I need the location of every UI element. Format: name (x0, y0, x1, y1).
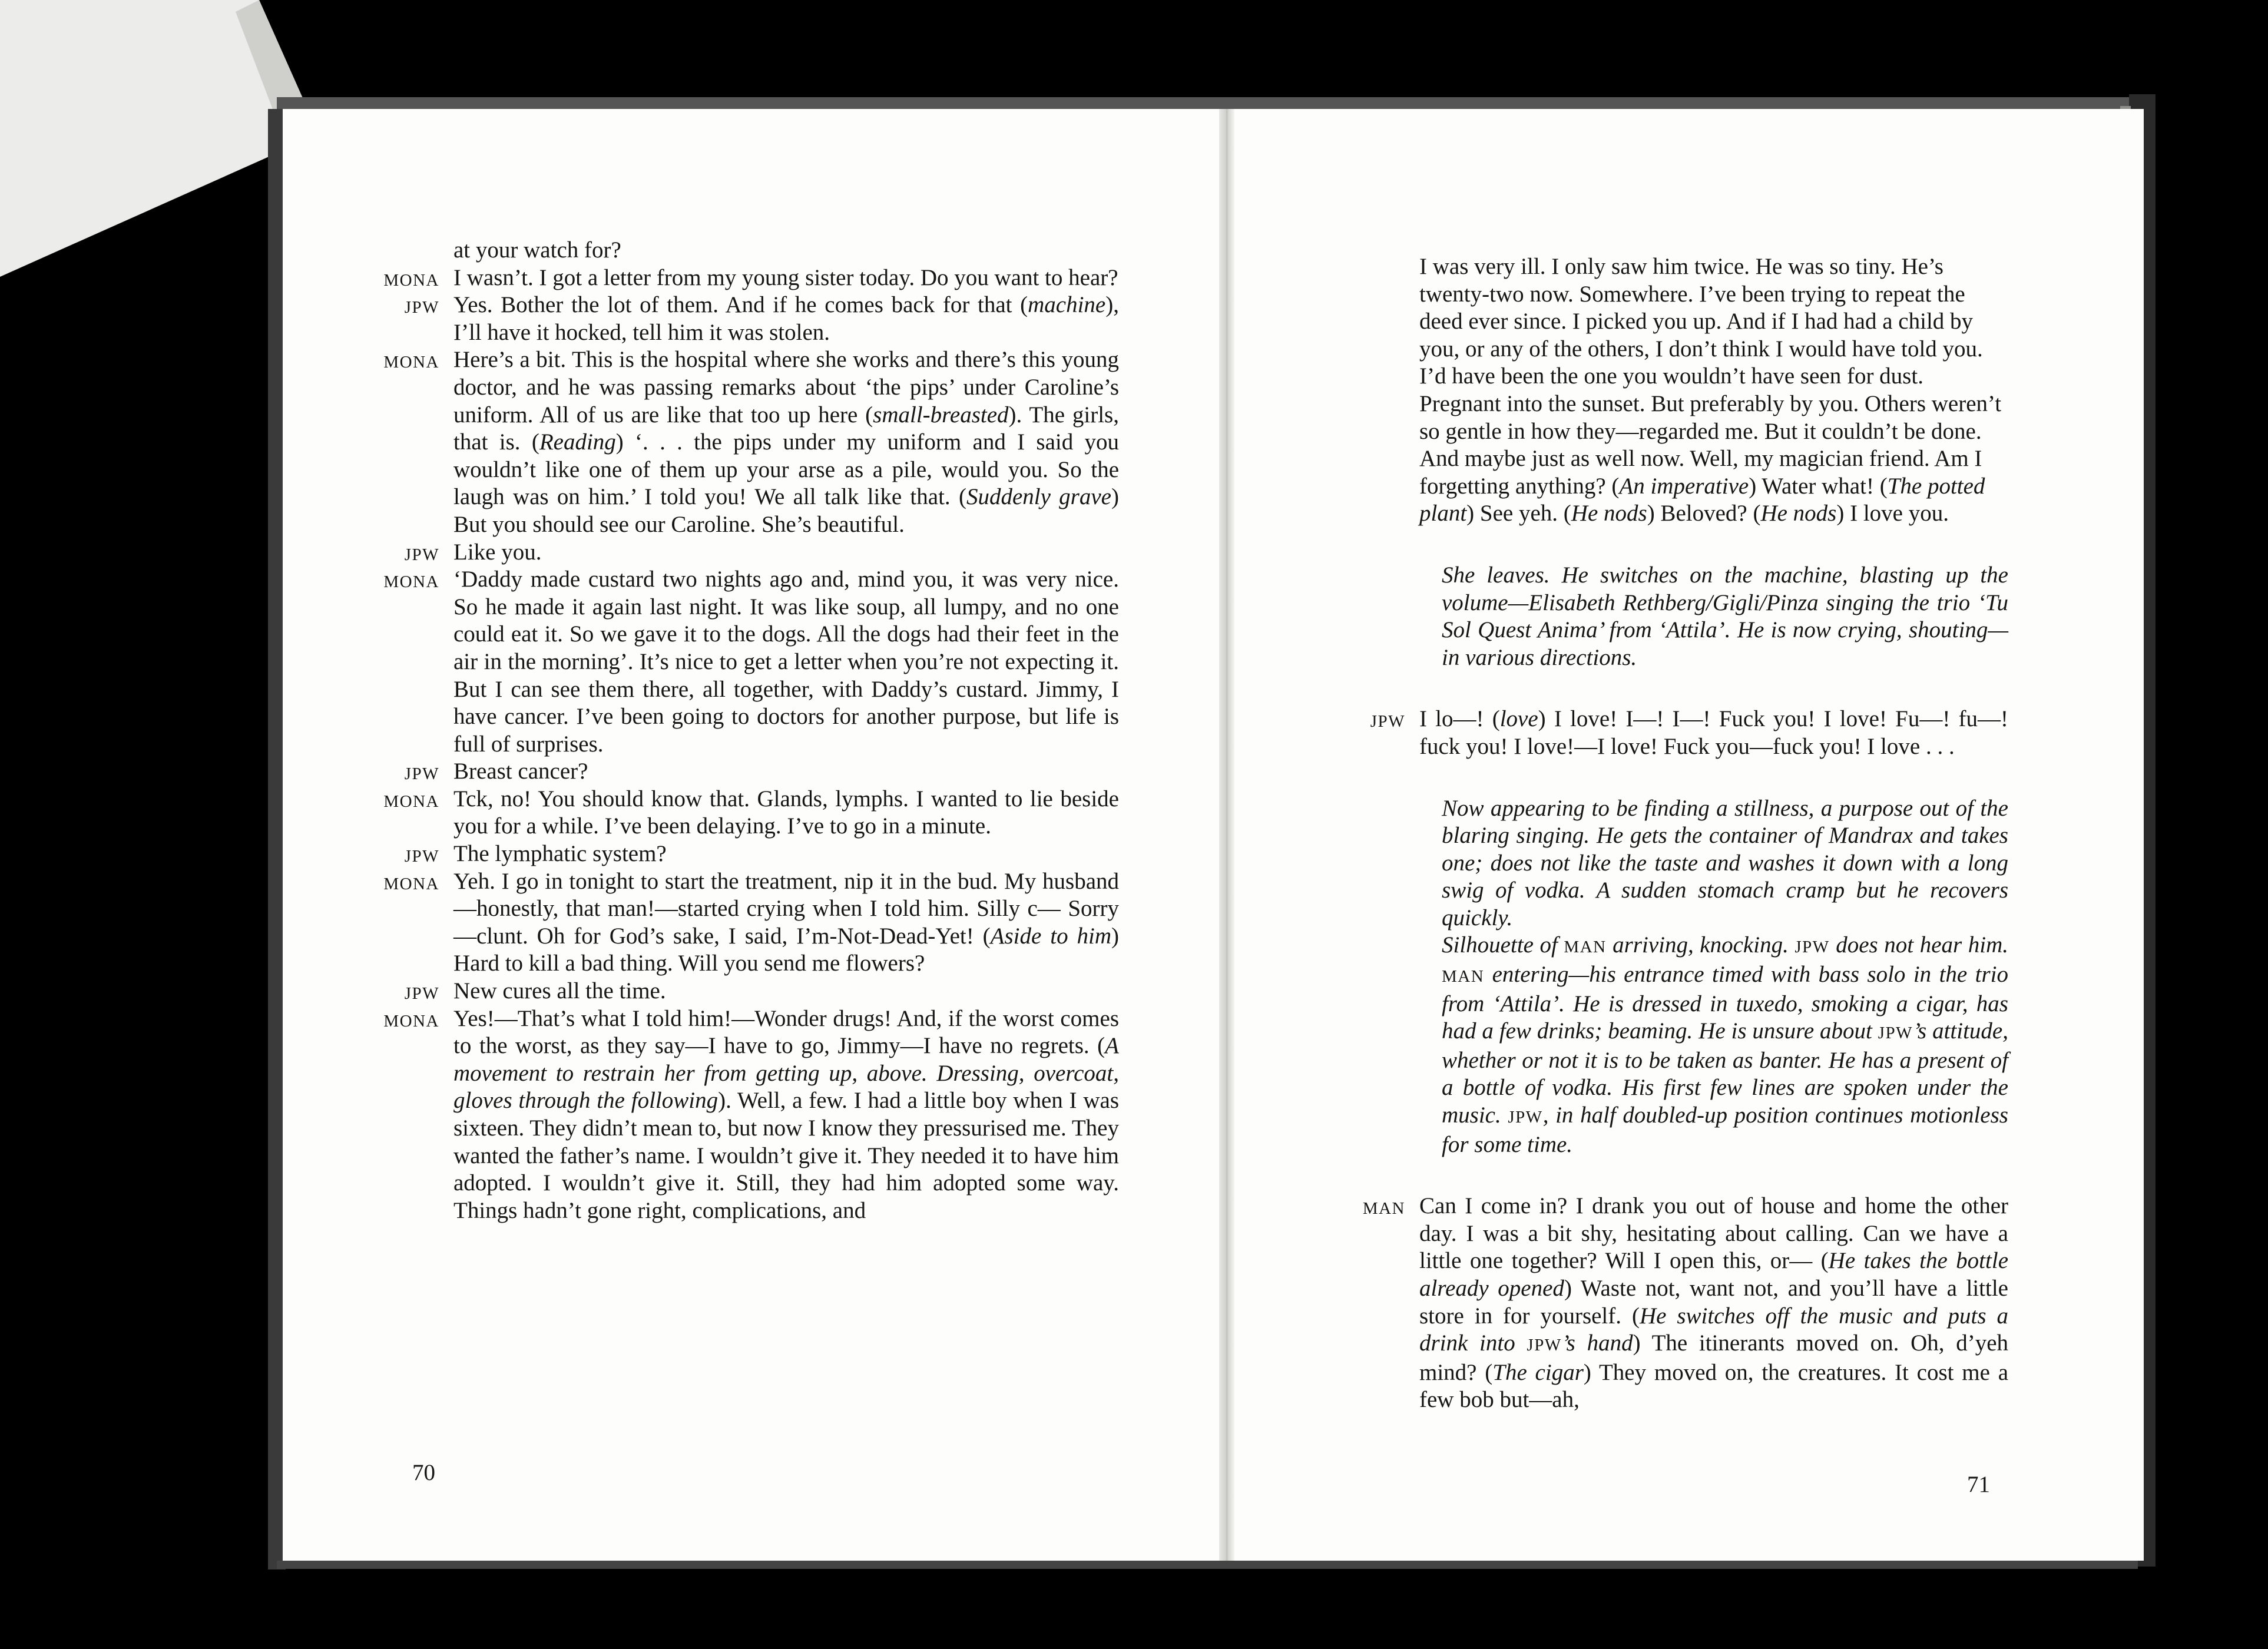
speech-jpw (404, 758, 1119, 786)
continuation-text (1419, 254, 2001, 526)
stage-direction-inline: He takes the bottle already opened (1419, 1248, 2008, 1301)
character-name: JPW (1794, 938, 1830, 957)
speech-fragment: ’s attitude, whether or not it is to be taken as banter. He has a present of a bottle of vodka. His first few lines are spoken under the music. (1442, 1018, 2008, 1128)
speaker-label: MONA (383, 572, 439, 592)
speech-fragment: ) The itinerants moved on. Oh, d’yeh mind? ( (1419, 1330, 2008, 1385)
stage-direction-inline: machine (1028, 292, 1106, 318)
stage-direction-inline: The cigar (1492, 1359, 1584, 1385)
stage-direction-inline: ’s hand (1561, 1330, 1633, 1356)
speech-fragment: ) They moved on, the creatures. It cost me a few bob but—ah, (1419, 1359, 2009, 1413)
speech-fragment: Here’s a bit. This is the hospital where she works and there’s this young doctor, and he was passing remarks about ‘the pips’ under Caroline’s uniform. All of us are like that too up here ( (453, 347, 1119, 428)
speech-jpw (1370, 706, 2008, 760)
speech-jpw (404, 539, 1119, 567)
speaker-label: MONA (383, 792, 439, 811)
stage-direction-2b (1419, 932, 2008, 1158)
speech-fragment: arriving, knocking. (1606, 932, 1795, 958)
speech-fragment: I lo—! ( (1419, 706, 1500, 732)
left-page-text (383, 237, 1120, 1224)
stage-direction-inline: An imperative (1619, 473, 1749, 499)
stage-direction-1: She leaves. He switches on the machine, blasting up the volume—Elisabeth Rethberg/Gigli/Pinza singing the trio ‘Tu Sol Quest Anima’ from ‘Attila’. He is now crying, shouting—in various directions. (1442, 562, 2008, 670)
character-name: JPW (1527, 1336, 1562, 1355)
speech-fragment: Yes. Bother the lot of them. And if he comes back for that ( (453, 292, 1028, 318)
speech-fragment: ). Well, a few. I had a little boy when I was sixteen. They didn’t mean to, but now I know they pressurised me. They wanted the father’s name. I wouldn’t give it. They needed it to have him adopted. I wouldn’t give it. Still, they had him adopted some way. Things hadn’t gone right, complications, and (453, 1088, 1119, 1223)
speech-text (1419, 1193, 2008, 1414)
speech-fragment: Tck, no! You should know that. Glands, lymphs. I wanted to lie beside you for a while. I’ve been delaying. I’ve to go in a minute. (453, 786, 1119, 839)
speech-text (453, 786, 1119, 840)
character-name: JPW (1878, 1024, 1913, 1043)
speech-fragment: ) Hard to kill a bad thing. Will you send me flowers? (453, 923, 1120, 976)
speech-fragment: Breast cancer? (453, 759, 588, 784)
speech-text (453, 264, 1119, 292)
speaker-label: JPW (404, 764, 439, 784)
stage-direction-inline: love (1499, 706, 1538, 732)
speech-fragment: does not hear him. (1829, 932, 2008, 958)
speech-fragment: ) ‘. . . the pips under my uniform and I said you wouldn’t like one of them up your arse as a pile, would you. So the laugh was on him.’ I told you! We all talk like that. ( (453, 429, 1120, 510)
speaker-label: JPW (404, 298, 439, 317)
speech-fragment: I was very ill. I only saw him twice. He was so tiny. He’s twenty-two now. Somewhere. I’ve been trying to repeat the deed ever since. I picked you up. And if I had had a child by you, or any of the others, I don’t think I would have told you. I’d have been the one you wouldn’t have seen for dust. Pregnant into the sunset. But preferably by you. Others weren’t so gentle in how they—regarded me. But it couldn’t be done. And maybe just as well now. Well, my magician friend. Am I forgetting anything? ( (1419, 254, 2002, 499)
speaker-label: JPW (404, 545, 439, 564)
speech-fragment: ) Waste not, want not, and you’ll have a little store in for yourself. ( (1419, 1276, 2008, 1329)
speech-fragment: ). The girls, that is. ( (453, 402, 1119, 455)
speaker-label: MONA (383, 353, 439, 372)
speech-fragment: ) But you should see our Caroline. She’s beautiful. (453, 484, 1119, 537)
speaker-label: JPW (1370, 712, 1405, 731)
speech-text (453, 1005, 1119, 1225)
speech-fragment: Like you. (453, 539, 542, 565)
stage-direction-inline: Reading (539, 429, 616, 455)
speech-text (453, 539, 1119, 567)
stage-direction-inline: He nods (1571, 501, 1647, 527)
speech-mona (383, 786, 1119, 840)
speech-text (453, 292, 1119, 346)
dialogue-list (383, 264, 1120, 1225)
speech-text (453, 868, 1119, 978)
speech-mona (383, 346, 1120, 538)
speech-fragment: ) Water what! ( (1749, 473, 1888, 499)
stage-direction-inline: He nods (1760, 501, 1837, 527)
speech-fragment: entering—his entrance timed with bass solo in the trio from ‘Attila’. He is dressed in tuxedo, smoking a cigar, has had a few drinks; beaming. He is unsure about (1442, 962, 2008, 1044)
speech-mona (383, 566, 1119, 758)
stage-direction-inline: small-breasted (873, 402, 1009, 428)
speech-mona (383, 1005, 1119, 1225)
book-gutter (1219, 109, 1234, 1561)
speech-fragment: ) See yeh. ( (1466, 501, 1571, 527)
speaker-label: JPW (404, 984, 439, 1004)
stage-direction-inline: A movement to restrain her from getting up, above. Dressing, overcoat, gloves through the following (453, 1033, 1119, 1114)
speech-mona (383, 868, 1120, 978)
speech-jpw (404, 840, 1119, 868)
speech-fragment: ) Beloved? ( (1647, 501, 1761, 527)
speech-man (1362, 1193, 2009, 1414)
speech-fragment: Yes!—That’s what I told him!—Wonder drugs! And, if the worst comes to the worst, as they say—I have to go, Jimmy—I have no regrets. ( (453, 1005, 1119, 1059)
stage-direction-inline: The potted plant (1419, 473, 1985, 527)
speech-jpw (404, 292, 1119, 346)
speech-mona (383, 264, 1119, 292)
speech-fragment: New cures all the time. (453, 978, 666, 1004)
stage-direction-inline: Suddenly grave (966, 484, 1111, 510)
speech-jpw (404, 978, 1119, 1005)
speech-text (453, 566, 1119, 758)
stage-direction-inline: He switches off the music and puts a drink into (1419, 1303, 2008, 1356)
speech-text (453, 346, 1119, 538)
character-name: MAN (1442, 967, 1485, 986)
speech-text (453, 978, 1119, 1005)
opening-line: at your watch for? (453, 237, 621, 263)
speaker-label: MONA (383, 874, 439, 893)
speaker-label: MAN (1362, 1199, 1405, 1218)
speech-fragment: , in half doubled-up position continues motionless for some time. (1442, 1102, 2008, 1157)
speech-fragment: ) I love you. (1836, 501, 1949, 527)
page-number-right: 71 (1967, 1472, 1990, 1497)
mona-speech-continuation (1419, 253, 2008, 528)
speech-fragment: ), I’ll have it hocked, tell him it was stolen. (453, 292, 1119, 345)
character-name: JPW (1508, 1108, 1543, 1127)
speech-fragment: Yeh. I go in tonight to start the treatment, nip it in the bud. My husband—honestly, that man!—started crying when I told him. Silly c— Sorry—clunt. Oh for God’s sake, I said, I’m-Not-Dead-Yet! ( (453, 868, 1119, 949)
speech-fragment: ‘Daddy made custard two nights ago and, mind you, it was very nice. So he made it again last night. It was like soup, all lumpy, and no one could eat it. So we gave it to the dogs. All the dogs had their feet in the air in the morning’. It’s nice to get a letter when you’re not expecting it. But I can see them there, all together, with Daddy’s custard. Jimmy, I have cancer. I’ve been going to doctors for another purpose, but life is full of surprises. (453, 567, 1119, 757)
character-name: MAN (1564, 938, 1607, 957)
stage-direction-2a: Now appearing to be finding a stillness, a purpose out of the blaring singing. He gets the container of Mandrax and takes one; does not like the taste and washes it down with a long swig of vodka. A sudden stomach cramp but he recovers quickly. (1442, 795, 2008, 931)
page-number-left: 70 (412, 1460, 435, 1485)
speaker-label: JPW (404, 847, 439, 866)
right-page-text (1362, 253, 2009, 1414)
speech-text (1419, 706, 2008, 760)
speech-text (453, 840, 1119, 868)
speech-fragment: I wasn’t. I got a letter from my young sister today. Do you want to hear? (453, 264, 1118, 290)
stage-direction-inline: Aside to him (990, 923, 1112, 949)
speaker-label: MONA (383, 1011, 439, 1031)
speaker-label: MONA (383, 270, 439, 290)
speech-fragment: Silhouette of (1442, 932, 1564, 958)
speech-text (453, 758, 1119, 786)
speech-fragment: The lymphatic system? (453, 841, 667, 867)
speech-fragment: Can I come in? I drank you out of house and home the other day. I was a bit shy, hesitating about calling. Can we have a little one together? Will I open this, or— ( (1419, 1193, 2008, 1274)
speech-fragment: ) I love! I—! I—! Fuck you! I love! Fu—! fu—! fuck you! I love!—I love! Fuck you—fuck you! I love . . . (1419, 706, 2008, 759)
